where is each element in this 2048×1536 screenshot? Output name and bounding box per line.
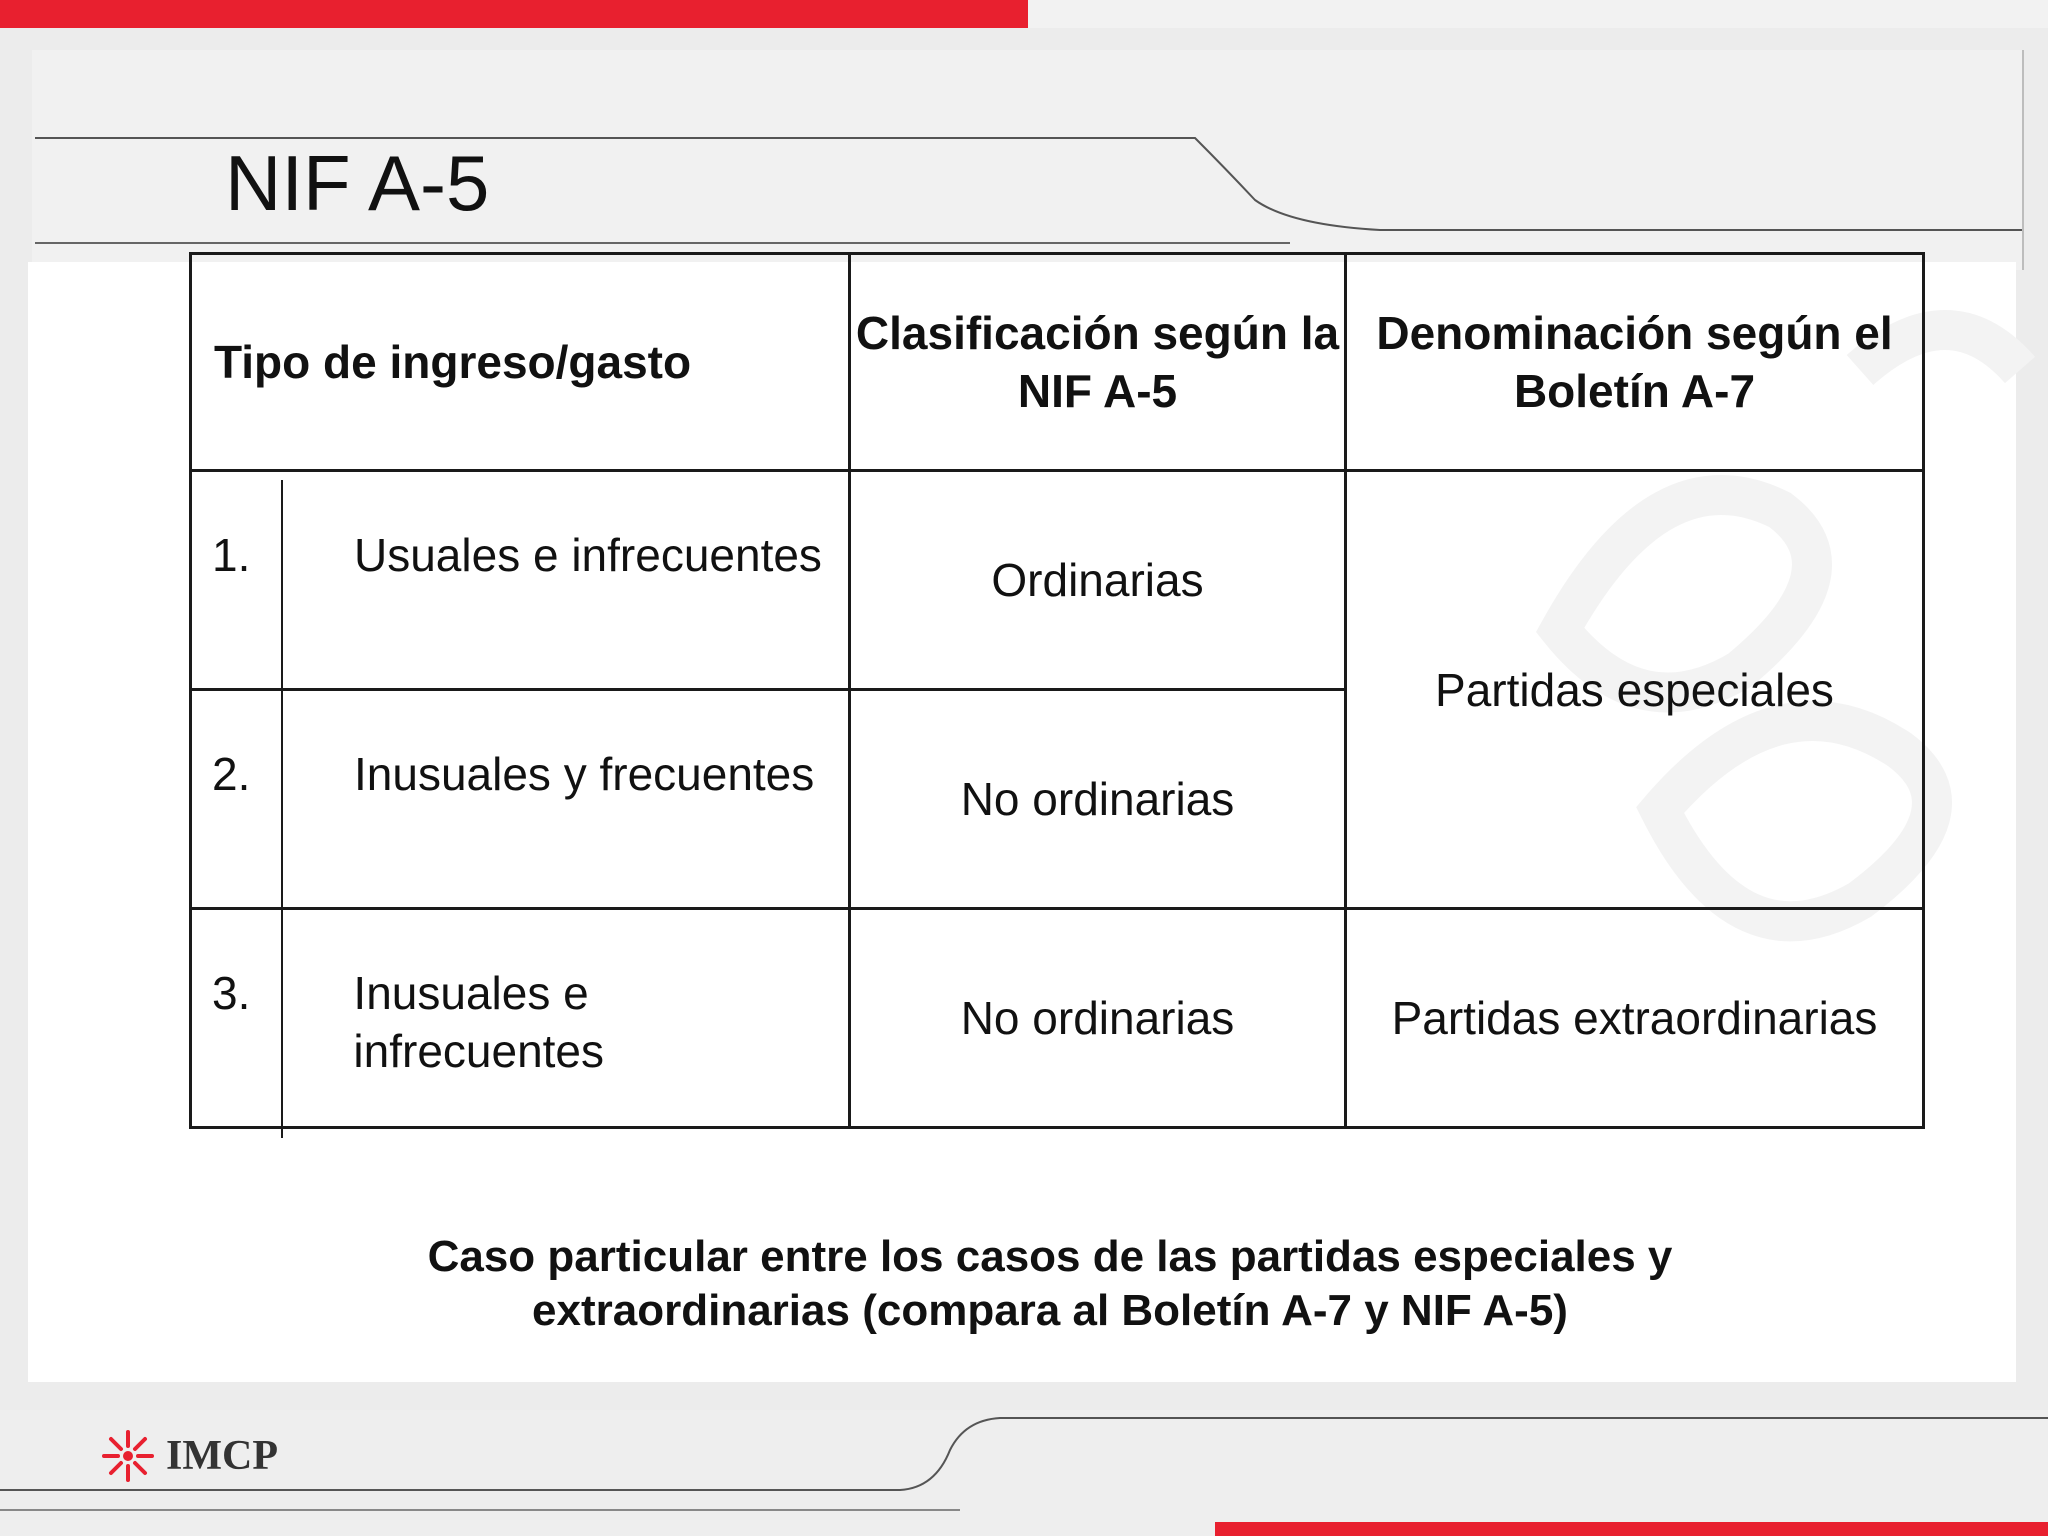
imcp-logo-text: IMCP [166,1433,278,1479]
clasificacion-cell: Ordinarias [850,471,1346,690]
table-header-row [191,254,1924,471]
row-number: 3. [212,967,251,1019]
tipo-text: Inusuales y frecuentes [354,748,815,800]
header-clasificacion: Clasificación según la NIF A-5 [850,254,1346,471]
header-denominacion: Denominación según el Boletín A-7 [1346,254,1924,471]
clasificacion-cell: No ordinarias [850,909,1346,1128]
row-number: 1. [212,529,251,581]
imcp-logo-icon [100,1428,156,1484]
table-row [191,471,1924,690]
page-title: NIF A-5 [225,139,490,227]
tipo-text: Usuales e infrecuentes [354,529,822,581]
tipo-cell [191,909,850,1128]
denominacion-cell: Partidas extraordinarias [1346,909,1924,1128]
table-row [191,909,1924,1128]
tipo-cell [191,690,850,909]
clasificacion-cell: No ordinarias [850,690,1346,909]
nif-table [189,252,1925,1129]
tipo-cell [191,471,850,690]
bottom-accent-bar [1215,1522,2048,1536]
imcp-logo [100,1428,278,1484]
number-column-divider [281,480,283,1138]
row-number: 2. [212,748,251,800]
slide-caption: Caso particular entre los casos de las partidas especiales y extraordinarias (compara al Boletín A-7 y NIF A-5) [427,1232,1673,1335]
footer-decoration [0,1410,2048,1536]
header-tipo: Tipo de ingreso/gasto [191,254,850,471]
denominacion-merged-cell: Partidas especiales [1346,471,1924,909]
header-decoration [0,0,2048,270]
tipo-text: Inusuales e infrecuentes [353,967,605,1077]
